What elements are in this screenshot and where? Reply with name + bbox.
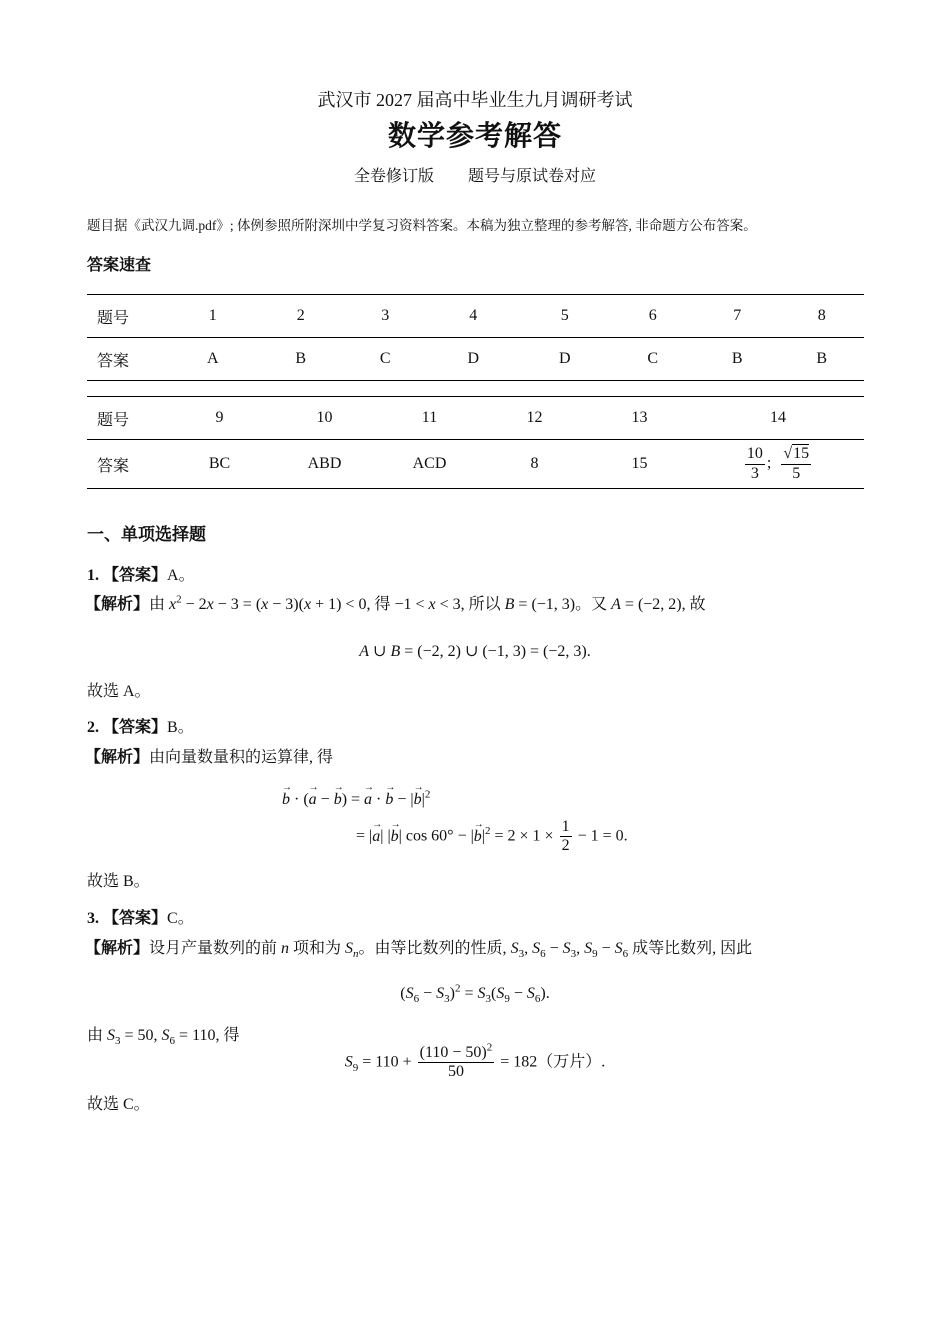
subtitle	[0, 163, 950, 186]
q-answer: B	[259, 338, 343, 381]
answer-table-1	[87, 294, 864, 381]
q-answer: C	[611, 338, 695, 381]
q-answer: 8	[482, 440, 587, 489]
q-number: 14	[692, 397, 864, 440]
subtitle-left: 全卷修订版	[353, 168, 434, 185]
q-answer: B	[779, 338, 864, 381]
exam-title: 武汉市 2027 届高中毕业生九月调研考试	[317, 90, 633, 110]
q14-answer: $\frac{10}{3}$ ; $\frac{√15}{5}$	[692, 440, 864, 489]
q-answer: ACD	[377, 440, 482, 489]
fraction: $\frac{(110 - 50)^2}{50}$	[419, 1041, 493, 1081]
answer-table-2	[87, 396, 864, 489]
subtitle-right: 题号与原试卷对应	[468, 168, 597, 185]
table-row	[87, 440, 864, 489]
q2-equation-1: → b · (→ a − → b) = → a · → b − |→ $b|^2$	[282, 792, 950, 808]
q-answer: D	[519, 338, 611, 381]
q-number: 13	[587, 397, 692, 440]
q3-equation-1: $(S_6 - S_3)^2 = S_3(S_9 - S_6)$.	[400, 982, 550, 1006]
q1-equation: A ∪ B = (−2, 2) ∪ (−1, 3) = (−2, 3).	[359, 643, 591, 660]
q-answer: 15	[587, 440, 692, 489]
q3-equation-2: $S_9 = 110$ + $\frac{(110 - 50)^2}{50}$ = 182（万片）.	[344, 1041, 606, 1081]
q1-conclusion: 故选 A。	[87, 683, 151, 700]
q-answer: A	[167, 338, 259, 381]
table-row	[87, 295, 864, 338]
q-number: 2	[259, 295, 343, 338]
fraction: $\frac{1}{2}$	[561, 818, 570, 855]
q-number: 9	[167, 397, 272, 440]
label-answer: 答案	[87, 338, 167, 381]
q-number: 10	[272, 397, 377, 440]
q3-analysis: 【解析】设月产量数列的前 n 项和为 $S_n$。由等比数列的性质, $S_3$, $S_6 - S_3$, $S_9 - S_6$ 成等比数列, 因此	[85, 940, 753, 961]
fraction: $\frac{10}{3}$	[746, 445, 763, 482]
label-answer: 答案	[87, 440, 167, 489]
q3-conclusion: 故选 C。	[87, 1096, 150, 1113]
q3-given: 由 $S_3 = 50$, $S_6 = 110$, 得	[87, 1027, 240, 1048]
source-note: 题目据《武汉九调.pdf》; 体例参照所附深圳中学复习资料答案。本稿为独立整理的参考解答, 非命题方公布答案。	[87, 218, 757, 233]
q-answer: B	[695, 338, 779, 381]
q2-conclusion: 故选 B。	[87, 873, 150, 890]
q2-analysis: 【解析】由向量数量积的运算律, 得	[85, 749, 334, 766]
q-answer: D	[427, 338, 519, 381]
table-row	[87, 397, 864, 440]
q1-answer-line: 1. 【答案】A。	[87, 567, 195, 584]
q-answer: BC	[167, 440, 272, 489]
q2-equation-2: = |→ a| |→ b| cos 60° − |→ $b|^2 = 2 \times 1$ × $\frac{1}{2}$ − 1 = 0.	[356, 818, 950, 856]
section-title: 一、单项选择题	[87, 525, 206, 544]
label-number: 题号	[87, 397, 167, 440]
q-number: 8	[779, 295, 864, 338]
q-number: 1	[167, 295, 259, 338]
q-number: 12	[482, 397, 587, 440]
q-number: 4	[427, 295, 519, 338]
q-answer: ABD	[272, 440, 377, 489]
fraction: $\frac{√15}{5}$	[783, 445, 810, 482]
q-answer: C	[343, 338, 427, 381]
q-number: 7	[695, 295, 779, 338]
q1-analysis: 【解析】由 $x^2 - 2x - 3 = (x - 3)(x + 1) < 0$, 得 −1 < x < 3, 所以 B = (−1, 3)。又 A = (−2, 2), 故	[85, 593, 706, 613]
table-row	[87, 338, 864, 381]
q-number: 5	[519, 295, 611, 338]
q-number: 3	[343, 295, 427, 338]
quick-answers-title: 答案速查	[87, 257, 152, 274]
label-number: 题号	[87, 295, 167, 338]
q-number: 11	[377, 397, 482, 440]
q2-answer-line: 2. 【答案】B。	[87, 719, 194, 736]
q-number: 6	[611, 295, 695, 338]
q3-answer-line: 3. 【答案】C。	[87, 910, 194, 927]
main-title: 数学参考解答	[387, 121, 562, 152]
